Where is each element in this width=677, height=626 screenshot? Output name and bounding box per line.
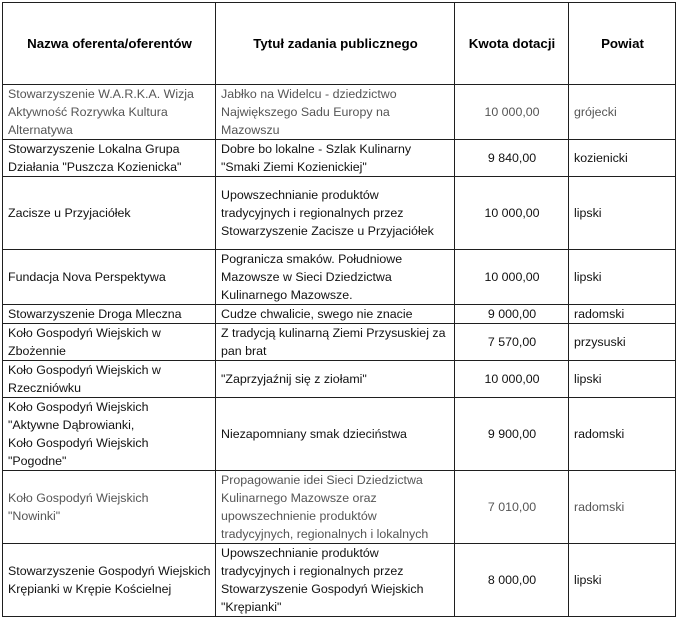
- header-applicant-name: Nazwa oferenta/oferentów: [3, 3, 216, 85]
- task-title-cell: Upowszechnianie produktów tradycyjnych i regionalnych przez Stowarzyszenie Zacisze u Przyjaciółek: [216, 177, 455, 250]
- applicant-name-line: Koło Gospodyń Wiejskich: [8, 436, 149, 450]
- grant-amount-cell: 8 000,00: [455, 544, 569, 617]
- table-row: [3, 140, 676, 177]
- task-title-cell: Upowszechnianie produktów tradycyjnych i regionalnych przez Stowarzyszenie Gospodyń Wiejskich "Krępianki": [216, 544, 455, 617]
- county-cell: przysuski: [569, 324, 676, 361]
- table-row: [3, 250, 676, 305]
- table-row: [3, 544, 676, 617]
- table-row: [3, 324, 676, 361]
- applicant-name-line: Koło Gospodyń Wiejskich: [8, 400, 149, 414]
- grant-amount-cell: 9 900,00: [455, 398, 569, 471]
- applicant-name-cell: Zacisze u Przyjaciółek: [3, 177, 216, 250]
- task-title-cell: Dobre bo lokalne - Szlak Kulinarny "Smaki Ziemi Kozienickiej": [216, 140, 455, 177]
- table-row: [3, 361, 676, 398]
- applicant-name-cell: Stowarzyszenie Gospodyń Wiejskich Krępianki w Krępie Kościelnej: [3, 544, 216, 617]
- table-row: [3, 471, 676, 544]
- applicant-name-cell: Stowarzyszenie Lokalna Grupa Działania "Puszcza Kozienicka": [3, 140, 216, 177]
- table-row: [3, 305, 676, 324]
- county-cell: lipski: [569, 250, 676, 305]
- table-header-row: [3, 3, 676, 85]
- county-cell: radomski: [569, 305, 676, 324]
- applicant-name-cell: Koło Gospodyń Wiejskich w Rzeczniówku: [3, 361, 216, 398]
- grant-amount-cell: 7 010,00: [455, 471, 569, 544]
- county-cell: radomski: [569, 471, 676, 544]
- table-row: [3, 85, 676, 140]
- applicant-name-cell: Stowarzyszenie W.A.R.K.A. Wizja Aktywność Rozrywka Kultura Alternatywa: [3, 85, 216, 140]
- applicant-name-line: "Aktywne Dąbrowianki,: [8, 418, 135, 432]
- task-title-cell: Jabłko na Widelcu - dziedzictwo Największego Sadu Europy na Mazowszu: [216, 85, 455, 140]
- grant-amount-cell: 9 000,00: [455, 305, 569, 324]
- table-row: [3, 177, 676, 250]
- task-title-cell: Z tradycją kulinarną Ziemi Przysuskiej za pan brat: [216, 324, 455, 361]
- applicant-name-cell: [3, 471, 216, 544]
- applicant-name-cell: Stowarzyszenie Droga Mleczna: [3, 305, 216, 324]
- grant-amount-cell: 7 570,00: [455, 324, 569, 361]
- grants-table: [2, 2, 676, 617]
- grant-amount-cell: 9 840,00: [455, 140, 569, 177]
- grant-amount-cell: 10 000,00: [455, 250, 569, 305]
- applicant-name-line: "Pogodne": [8, 454, 67, 468]
- task-title-cell: Propagowanie idei Sieci Dziedzictwa Kulinarnego Mazowsze oraz upowszechnienie produktów tradycyjnych, regionalnych i lokalnych: [216, 471, 455, 544]
- header-county: Powiat: [569, 3, 676, 85]
- grant-amount-cell: 10 000,00: [455, 177, 569, 250]
- applicant-name-line: "Nowinki": [8, 509, 61, 523]
- county-cell: lipski: [569, 177, 676, 250]
- applicant-name-cell: Koło Gospodyń Wiejskich w Zbożennie: [3, 324, 216, 361]
- task-title-cell: Niezapomniany smak dzieciństwa: [216, 398, 455, 471]
- task-title-cell: Pogranicza smaków. Południowe Mazowsze w Sieci Dziedzictwa Kulinarnego Mazowsze.: [216, 250, 455, 305]
- county-cell: radomski: [569, 398, 676, 471]
- task-title-cell: Cudze chwalicie, swego nie znacie: [216, 305, 455, 324]
- county-cell: kozienicki: [569, 140, 676, 177]
- county-cell: lipski: [569, 544, 676, 617]
- task-title-cell: "Zaprzyjaźnij się z ziołami": [216, 361, 455, 398]
- grant-amount-cell: 10 000,00: [455, 361, 569, 398]
- grant-amount-cell: 10 000,00: [455, 85, 569, 140]
- header-task-title: Tytuł zadania publicznego: [216, 3, 455, 85]
- county-cell: grójecki: [569, 85, 676, 140]
- table-row: [3, 398, 676, 471]
- applicant-name-line: Koło Gospodyń Wiejskich: [8, 491, 149, 505]
- county-cell: lipski: [569, 361, 676, 398]
- header-grant-amount: Kwota dotacji: [455, 3, 569, 85]
- applicant-name-cell: [3, 398, 216, 471]
- applicant-name-cell: Fundacja Nova Perspektywa: [3, 250, 216, 305]
